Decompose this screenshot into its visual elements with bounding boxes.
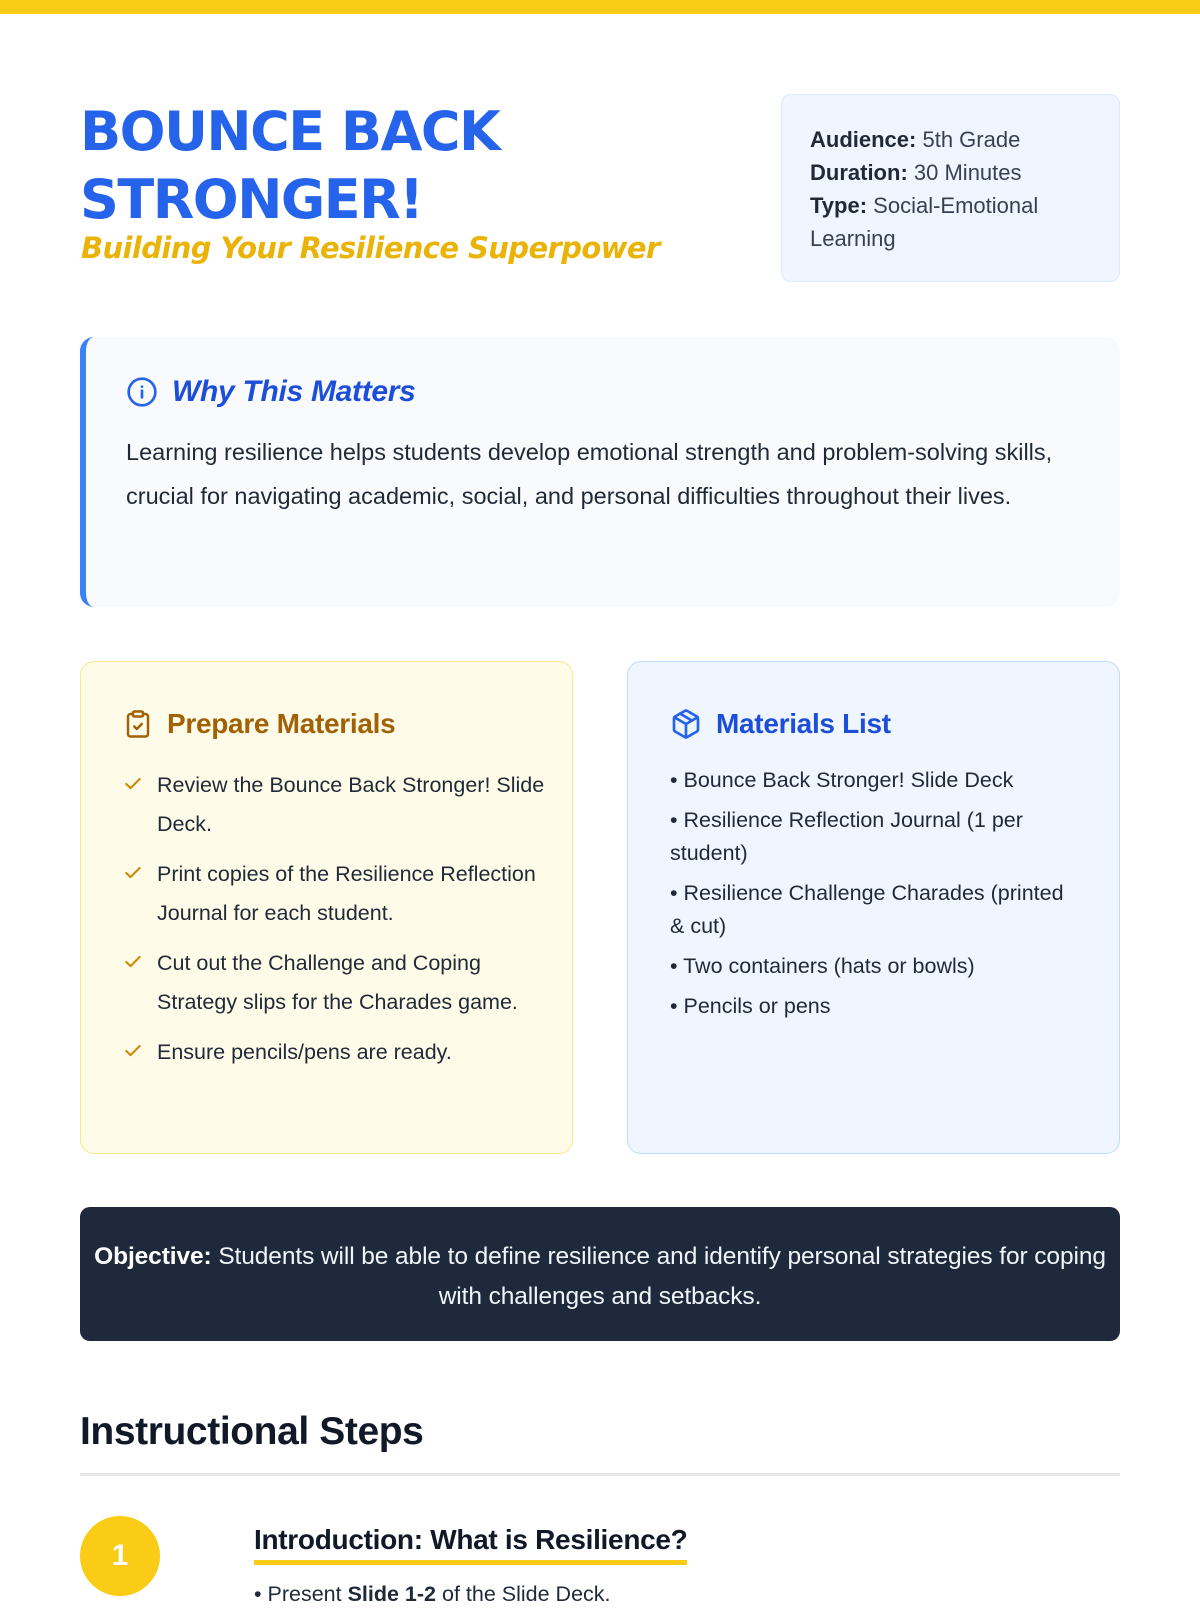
materials-title: Materials List (716, 708, 891, 739)
prepare-materials-card (80, 661, 573, 1154)
list-item: • Two containers (hats or bowls) (670, 954, 975, 978)
section-divider (80, 1473, 1120, 1476)
objective-text: Students will be able to define resilience and identify personal strategies for coping with challenges and setbacks. (218, 1243, 1106, 1310)
check-icon (123, 1033, 157, 1061)
package-icon (670, 708, 702, 740)
audience-row (810, 123, 1099, 156)
top-accent-bar (0, 0, 1200, 14)
list-item (123, 1033, 552, 1072)
step-instruction-bold: Slide 1-2 (347, 1582, 437, 1606)
materials-header (670, 708, 1099, 740)
step-number-badge: 1 (80, 1516, 160, 1596)
list-item: • Resilience Challenge Charades (printed & cut) (670, 881, 1064, 938)
type-row (810, 189, 1099, 255)
duration-value: 30 Minutes (913, 160, 1022, 185)
check-icon (123, 944, 157, 972)
prepare-title: Prepare Materials (167, 708, 396, 739)
info-circle-icon (126, 376, 158, 408)
duration-row (810, 156, 1099, 189)
prepare-header (123, 708, 552, 740)
step-instruction (254, 1576, 611, 1612)
type-label: Type: (810, 193, 868, 218)
list-item: • Resilience Reflection Journal (1 per student) (670, 808, 1023, 865)
step-title: Introduction: What is Resilience? (254, 1520, 687, 1565)
why-header (126, 375, 1080, 409)
prepare-item-text: Review the Bounce Back Stronger! Slide Deck. (157, 773, 545, 836)
duration-label: Duration: (810, 160, 908, 185)
check-icon (123, 855, 157, 883)
objective-banner (80, 1207, 1120, 1341)
materials-list (670, 764, 1099, 1023)
list-item (123, 944, 552, 1021)
why-title: Why This Matters (172, 375, 416, 408)
steps-heading: Instructional Steps (80, 1410, 424, 1453)
type-value: Social-Emotional Learning (810, 193, 1039, 251)
audience-value: 5th Grade (922, 127, 1021, 152)
list-item: • Pencils or pens (670, 994, 831, 1018)
prepare-checklist (123, 766, 552, 1072)
audience-label: Audience: (810, 127, 917, 152)
why-text: Learning resilience helps students develop emotional strength and problem-solving skills, crucial for navigating academic, social, and personal difficulties throughout their lives. (126, 439, 1053, 509)
step-instruction-post: of the Slide Deck. (436, 1582, 611, 1606)
list-item (123, 855, 552, 932)
materials-list-card (627, 661, 1120, 1154)
page-subtitle: Building Your Resilience Superpower (81, 231, 660, 265)
prepare-item-text: Ensure pencils/pens are ready. (157, 1040, 452, 1064)
objective-label: Objective: (94, 1243, 212, 1270)
clipboard-check-icon (123, 709, 153, 739)
step-instruction-pre: • Present (254, 1582, 348, 1606)
list-item (123, 766, 552, 843)
prepare-item-text: Print copies of the Resilience Reflection Journal for each student. (157, 862, 536, 925)
why-this-matters-panel (80, 337, 1120, 607)
list-item: • Bounce Back Stronger! Slide Deck (670, 768, 1014, 792)
lesson-info-card (781, 94, 1120, 282)
page-title: BOUNCE BACK STRONGER! (80, 100, 500, 231)
check-icon (123, 766, 157, 794)
prepare-item-text: Cut out the Challenge and Coping Strategy slips for the Charades game. (157, 951, 518, 1014)
